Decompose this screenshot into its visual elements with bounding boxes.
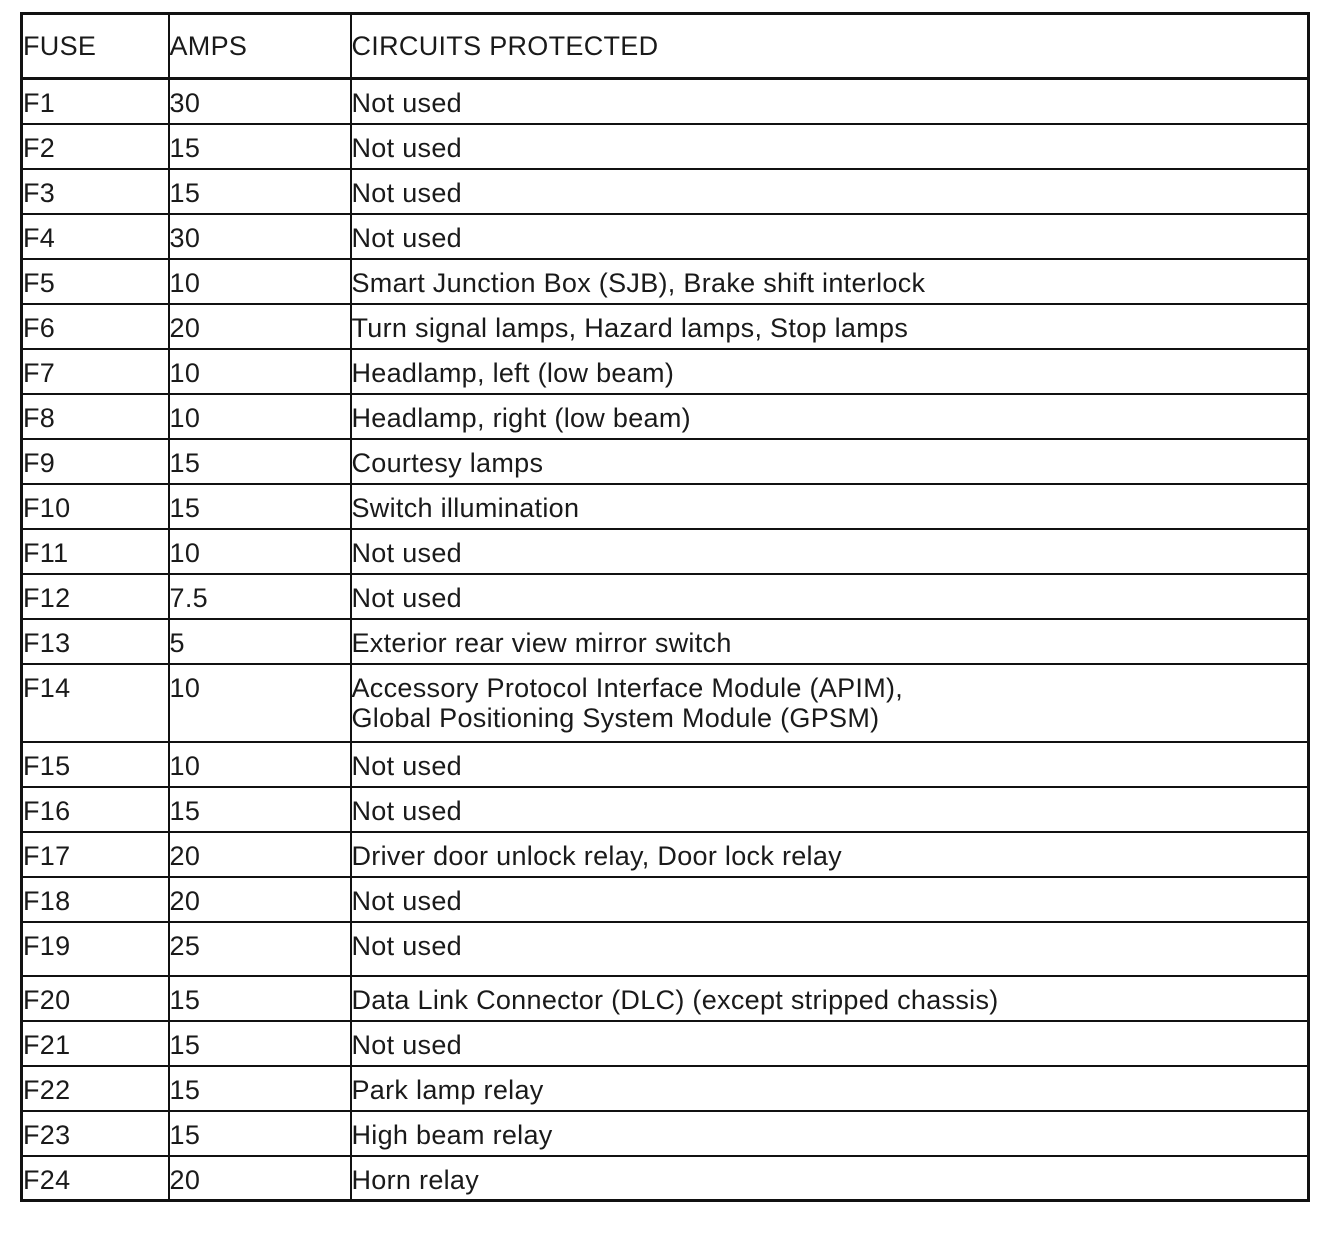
table-row: [22, 1111, 1309, 1156]
fuse-id-cell: F2: [22, 124, 169, 169]
circuits-protected-cell: [351, 169, 1309, 214]
fuse-id-cell: F14: [22, 664, 169, 742]
amps-cell: 15: [169, 976, 351, 1021]
table-row: [22, 259, 1309, 304]
circuit-description: Smart Junction Box (SJB), Brake shift interlock: [351, 267, 926, 298]
header-amps: AMPS: [169, 14, 351, 79]
table-row: [22, 124, 1309, 169]
table-row: [22, 79, 1309, 124]
circuits-protected-cell: [351, 259, 1309, 304]
circuit-description: Exterior rear view mirror switch: [351, 627, 732, 658]
amps-cell: 15: [169, 1066, 351, 1111]
circuit-description: Horn relay: [351, 1164, 480, 1195]
table-row: [22, 574, 1309, 619]
amps-cell: 15: [169, 439, 351, 484]
circuit-description: Headlamp, left (low beam): [351, 357, 675, 388]
fuse-id-cell: F9: [22, 439, 169, 484]
table-body: [22, 79, 1309, 1201]
amps-cell: 20: [169, 877, 351, 922]
fuse-id-cell: F6: [22, 304, 169, 349]
fuse-id-cell: F5: [22, 259, 169, 304]
fuse-id-cell: F19: [22, 922, 169, 976]
amps-cell: 15: [169, 169, 351, 214]
circuits-protected-cell: [351, 214, 1309, 259]
circuit-description: High beam relay: [351, 1119, 553, 1150]
circuit-description: Switch illumination: [351, 492, 580, 523]
circuit-description: Turn signal lamps, Hazard lamps, Stop lamps: [351, 312, 909, 343]
circuit-description: Not used: [351, 795, 462, 826]
table-row: [22, 976, 1309, 1021]
table-row: [22, 484, 1309, 529]
circuit-description: Not used: [351, 750, 462, 781]
fuse-id-cell: F15: [22, 742, 169, 787]
circuit-description: Not used: [351, 582, 462, 613]
table-row: [22, 169, 1309, 214]
circuit-description: Not used: [351, 222, 462, 253]
circuits-protected-cell: [351, 787, 1309, 832]
circuits-protected-cell: [351, 394, 1309, 439]
circuit-description: Global Positioning System Module (GPSM): [351, 702, 880, 733]
table-row: [22, 394, 1309, 439]
amps-cell: 20: [169, 1156, 351, 1201]
amps-cell: 30: [169, 79, 351, 124]
fuse-id-cell: F11: [22, 529, 169, 574]
fuse-id-cell: F3: [22, 169, 169, 214]
amps-cell: 10: [169, 394, 351, 439]
fuse-id-cell: F12: [22, 574, 169, 619]
circuit-description: Accessory Protocol Interface Module (APIM),: [351, 672, 904, 703]
amps-cell: 10: [169, 742, 351, 787]
circuits-protected-cell: [351, 742, 1309, 787]
circuits-protected-cell: [351, 1066, 1309, 1111]
table-row: [22, 922, 1309, 976]
circuits-protected-cell: [351, 877, 1309, 922]
circuits-protected-cell: [351, 439, 1309, 484]
table-row: [22, 214, 1309, 259]
circuit-description: Driver door unlock relay, Door lock relay: [351, 840, 842, 871]
circuit-description: Not used: [351, 1029, 462, 1060]
table-row: [22, 787, 1309, 832]
table-row: [22, 877, 1309, 922]
amps-cell: 25: [169, 922, 351, 976]
fuse-id-cell: F17: [22, 832, 169, 877]
circuits-protected-cell: [351, 529, 1309, 574]
fuse-id-cell: F24: [22, 1156, 169, 1201]
circuits-protected-cell: [351, 1111, 1309, 1156]
circuit-description: Data Link Connector (DLC) (except stripped chassis): [351, 984, 999, 1015]
circuits-protected-cell: [351, 124, 1309, 169]
amps-cell: 10: [169, 259, 351, 304]
amps-cell: 10: [169, 664, 351, 742]
circuits-protected-cell: [351, 1021, 1309, 1066]
circuit-description: Not used: [351, 537, 462, 568]
fuse-id-cell: F21: [22, 1021, 169, 1066]
fuse-id-cell: F1: [22, 79, 169, 124]
circuit-description: Not used: [351, 177, 462, 208]
amps-cell: 10: [169, 349, 351, 394]
table-row: [22, 832, 1309, 877]
circuits-protected-cell: [351, 484, 1309, 529]
circuit-description: Not used: [351, 88, 462, 118]
table-row: [22, 1066, 1309, 1111]
header-circuits-protected: CIRCUITS PROTECTED: [351, 14, 1309, 79]
table-header-row: [22, 14, 1309, 79]
fuse-id-cell: F18: [22, 877, 169, 922]
circuits-protected-cell: [351, 304, 1309, 349]
table-row: [22, 1021, 1309, 1066]
fuse-id-cell: F7: [22, 349, 169, 394]
circuits-protected-cell: [351, 349, 1309, 394]
circuit-description: Not used: [351, 132, 462, 163]
circuits-protected-cell: [351, 79, 1309, 124]
circuits-protected-cell: [351, 664, 1309, 742]
amps-cell: 7.5: [169, 574, 351, 619]
amps-cell: 15: [169, 1021, 351, 1066]
amps-cell: 15: [169, 1111, 351, 1156]
amps-cell: 20: [169, 304, 351, 349]
fuse-id-cell: F22: [22, 1066, 169, 1111]
amps-cell: 5: [169, 619, 351, 664]
table-row: [22, 619, 1309, 664]
fuse-id-cell: F4: [22, 214, 169, 259]
table-row: [22, 349, 1309, 394]
amps-cell: 15: [169, 787, 351, 832]
circuits-protected-cell: [351, 1156, 1309, 1201]
circuits-protected-cell: [351, 574, 1309, 619]
amps-cell: 15: [169, 124, 351, 169]
table-row: [22, 664, 1309, 742]
circuit-description: Park lamp relay: [351, 1074, 544, 1105]
table-row: [22, 1156, 1309, 1201]
fuse-id-cell: F23: [22, 1111, 169, 1156]
table-row: [22, 529, 1309, 574]
fuse-table-container: [20, 12, 1310, 1202]
table-row: [22, 304, 1309, 349]
fuse-id-cell: F20: [22, 976, 169, 1021]
table-row: [22, 742, 1309, 787]
table-row: [22, 439, 1309, 484]
amps-cell: 20: [169, 832, 351, 877]
fuse-id-cell: F13: [22, 619, 169, 664]
amps-cell: 10: [169, 529, 351, 574]
circuits-protected-cell: [351, 832, 1309, 877]
fuse-table: [20, 12, 1310, 1202]
circuit-description: Headlamp, right (low beam): [351, 402, 691, 433]
circuits-protected-cell: [351, 976, 1309, 1021]
fuse-id-cell: F16: [22, 787, 169, 832]
fuse-id-cell: F10: [22, 484, 169, 529]
circuits-protected-cell: [351, 619, 1309, 664]
circuit-description: Courtesy lamps: [351, 447, 544, 478]
circuits-protected-cell: [351, 922, 1309, 976]
fuse-id-cell: F8: [22, 394, 169, 439]
amps-cell: 30: [169, 214, 351, 259]
circuit-description: Not used: [351, 930, 462, 961]
header-fuse: FUSE: [22, 14, 169, 79]
circuit-description: Not used: [351, 885, 462, 916]
amps-cell: 15: [169, 484, 351, 529]
